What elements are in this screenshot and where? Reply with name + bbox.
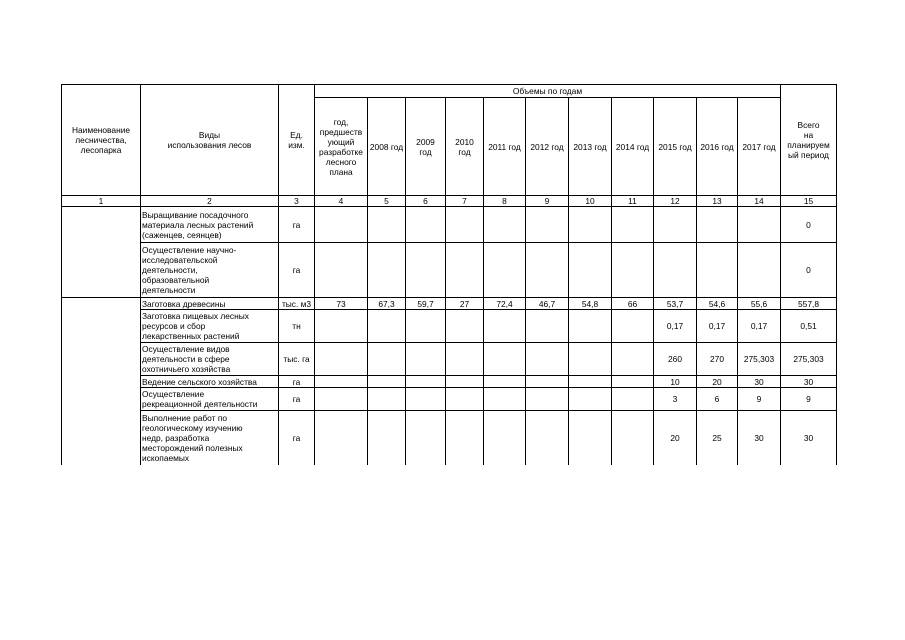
value-cell — [526, 310, 569, 343]
value-cell: 3 — [654, 388, 697, 411]
value-cell — [368, 310, 406, 343]
value-cell — [654, 207, 697, 243]
use-type-cell: Осуществление видов деятельности в сфере охотничьего хозяйства — [141, 343, 279, 376]
table-row — [62, 388, 837, 411]
value-cell — [484, 207, 526, 243]
header-year: 2011 год — [484, 98, 526, 196]
value-cell: 66 — [612, 298, 654, 310]
total-cell: 30 — [781, 376, 837, 388]
column-number-row — [62, 196, 837, 207]
value-cell — [446, 343, 484, 376]
value-cell — [315, 388, 368, 411]
value-cell: 0,17 — [654, 310, 697, 343]
value-cell: 6 — [697, 388, 738, 411]
value-cell — [612, 376, 654, 388]
value-cell — [446, 207, 484, 243]
unit-cell: га — [279, 388, 315, 411]
value-cell: 0,17 — [738, 310, 781, 343]
column-number: 10 — [569, 196, 612, 207]
table-row — [62, 376, 837, 388]
value-cell — [484, 310, 526, 343]
value-cell — [446, 411, 484, 465]
value-cell: 27 — [446, 298, 484, 310]
value-cell — [315, 243, 368, 298]
value-cell: 55,6 — [738, 298, 781, 310]
value-cell — [569, 310, 612, 343]
value-cell — [406, 310, 446, 343]
value-cell — [315, 207, 368, 243]
value-cell — [406, 411, 446, 465]
value-cell — [526, 411, 569, 465]
total-cell: 9 — [781, 388, 837, 411]
value-cell: 0,17 — [697, 310, 738, 343]
column-number: 5 — [368, 196, 406, 207]
value-cell — [612, 343, 654, 376]
value-cell — [406, 243, 446, 298]
use-type-cell: Заготовка пищевых лесных ресурсов и сбор лекарственных растений — [141, 310, 279, 343]
header-year: 2017 год — [738, 98, 781, 196]
use-type-cell: Осуществление научно- исследовательской деятельности, образовательной деятельности — [141, 243, 279, 298]
table-row — [62, 298, 837, 310]
column-number: 8 — [484, 196, 526, 207]
value-cell — [697, 207, 738, 243]
value-cell — [484, 376, 526, 388]
header-forestry: Наименование лесничества, лесопарка — [62, 85, 141, 196]
value-cell — [612, 388, 654, 411]
value-cell — [569, 376, 612, 388]
header-year: 2008 год — [368, 98, 406, 196]
value-cell — [738, 243, 781, 298]
unit-cell: га — [279, 207, 315, 243]
value-cell — [406, 388, 446, 411]
value-cell — [315, 376, 368, 388]
value-cell: 10 — [654, 376, 697, 388]
column-number: 12 — [654, 196, 697, 207]
column-number: 4 — [315, 196, 368, 207]
value-cell — [654, 243, 697, 298]
value-cell — [446, 376, 484, 388]
value-cell — [484, 388, 526, 411]
value-cell — [446, 243, 484, 298]
value-cell — [526, 388, 569, 411]
value-cell — [569, 207, 612, 243]
value-cell — [484, 343, 526, 376]
header-unit: Ед. изм. — [279, 85, 315, 196]
value-cell — [484, 243, 526, 298]
value-cell — [569, 388, 612, 411]
use-type-cell: Заготовка древесины — [141, 298, 279, 310]
use-type-cell: Ведение сельского хозяйства — [141, 376, 279, 388]
value-cell — [368, 376, 406, 388]
value-cell — [569, 343, 612, 376]
value-cell: 9 — [738, 388, 781, 411]
value-cell: 73 — [315, 298, 368, 310]
value-cell — [612, 207, 654, 243]
value-cell — [738, 207, 781, 243]
total-cell: 0 — [781, 207, 837, 243]
use-type-cell: Выращивание посадочного материала лесных растений (саженцев, сеянцев) — [141, 207, 279, 243]
column-number: 6 — [406, 196, 446, 207]
value-cell: 20 — [654, 411, 697, 465]
value-cell — [569, 243, 612, 298]
column-number: 13 — [697, 196, 738, 207]
value-cell — [315, 411, 368, 465]
header-year: 2015 год — [654, 98, 697, 196]
header-volumes-by-year: Объемы по годам — [315, 85, 781, 98]
unit-cell: га — [279, 243, 315, 298]
table-row — [62, 310, 837, 343]
forestry-cell — [62, 207, 141, 298]
total-cell: 30 — [781, 411, 837, 465]
unit-cell: тн — [279, 310, 315, 343]
table-row — [62, 207, 837, 243]
value-cell — [406, 343, 446, 376]
column-number: 1 — [62, 196, 141, 207]
value-cell — [526, 243, 569, 298]
value-cell — [368, 243, 406, 298]
value-cell — [368, 411, 406, 465]
value-cell: 260 — [654, 343, 697, 376]
value-cell — [612, 411, 654, 465]
forest-use-table — [61, 84, 837, 465]
header-year: 2010 год — [446, 98, 484, 196]
value-cell: 30 — [738, 376, 781, 388]
value-cell — [368, 343, 406, 376]
total-cell: 275,303 — [781, 343, 837, 376]
total-cell: 0,51 — [781, 310, 837, 343]
column-number: 3 — [279, 196, 315, 207]
value-cell: 59,7 — [406, 298, 446, 310]
value-cell — [315, 310, 368, 343]
value-cell: 72,4 — [484, 298, 526, 310]
value-cell — [406, 376, 446, 388]
column-number: 2 — [141, 196, 279, 207]
unit-cell: тыс. га — [279, 343, 315, 376]
value-cell: 30 — [738, 411, 781, 465]
value-cell — [315, 343, 368, 376]
unit-cell: тыс. м3 — [279, 298, 315, 310]
value-cell: 54,8 — [569, 298, 612, 310]
value-cell: 275,303 — [738, 343, 781, 376]
value-cell: 53,7 — [654, 298, 697, 310]
header-use-type: Виды использования лесов — [141, 85, 279, 196]
use-type-cell: Осуществление рекреационной деятельности — [141, 388, 279, 411]
value-cell — [368, 207, 406, 243]
unit-cell: га — [279, 376, 315, 388]
column-number: 11 — [612, 196, 654, 207]
total-cell: 557,8 — [781, 298, 837, 310]
column-number: 7 — [446, 196, 484, 207]
total-cell: 0 — [781, 243, 837, 298]
value-cell — [526, 343, 569, 376]
value-cell: 25 — [697, 411, 738, 465]
column-number: 14 — [738, 196, 781, 207]
column-number: 15 — [781, 196, 837, 207]
value-cell — [612, 243, 654, 298]
value-cell: 20 — [697, 376, 738, 388]
use-type-cell: Выполнение работ по геологическому изучению недр, разработка месторождений полезных ископаемых — [141, 411, 279, 465]
value-cell — [446, 310, 484, 343]
header-year: 2014 год — [612, 98, 654, 196]
table-row — [62, 343, 837, 376]
unit-cell: га — [279, 411, 315, 465]
value-cell — [612, 310, 654, 343]
table-row — [62, 411, 837, 465]
value-cell — [446, 388, 484, 411]
value-cell — [368, 388, 406, 411]
header-total: Всего на планируем ый период — [781, 85, 837, 196]
header-year: 2009 год — [406, 98, 446, 196]
value-cell — [484, 411, 526, 465]
header-prev-year: год, предшеств ующий разработке лесного плана — [315, 98, 368, 196]
value-cell — [697, 243, 738, 298]
value-cell: 46,7 — [526, 298, 569, 310]
value-cell — [526, 376, 569, 388]
header-year: 2012 год — [526, 98, 569, 196]
value-cell — [526, 207, 569, 243]
forestry-cell — [62, 298, 141, 465]
header-year: 2016 год — [697, 98, 738, 196]
value-cell: 270 — [697, 343, 738, 376]
value-cell — [406, 207, 446, 243]
value-cell: 67,3 — [368, 298, 406, 310]
header-year: 2013 год — [569, 98, 612, 196]
value-cell: 54,6 — [697, 298, 738, 310]
value-cell — [569, 411, 612, 465]
table-row — [62, 243, 837, 298]
column-number: 9 — [526, 196, 569, 207]
